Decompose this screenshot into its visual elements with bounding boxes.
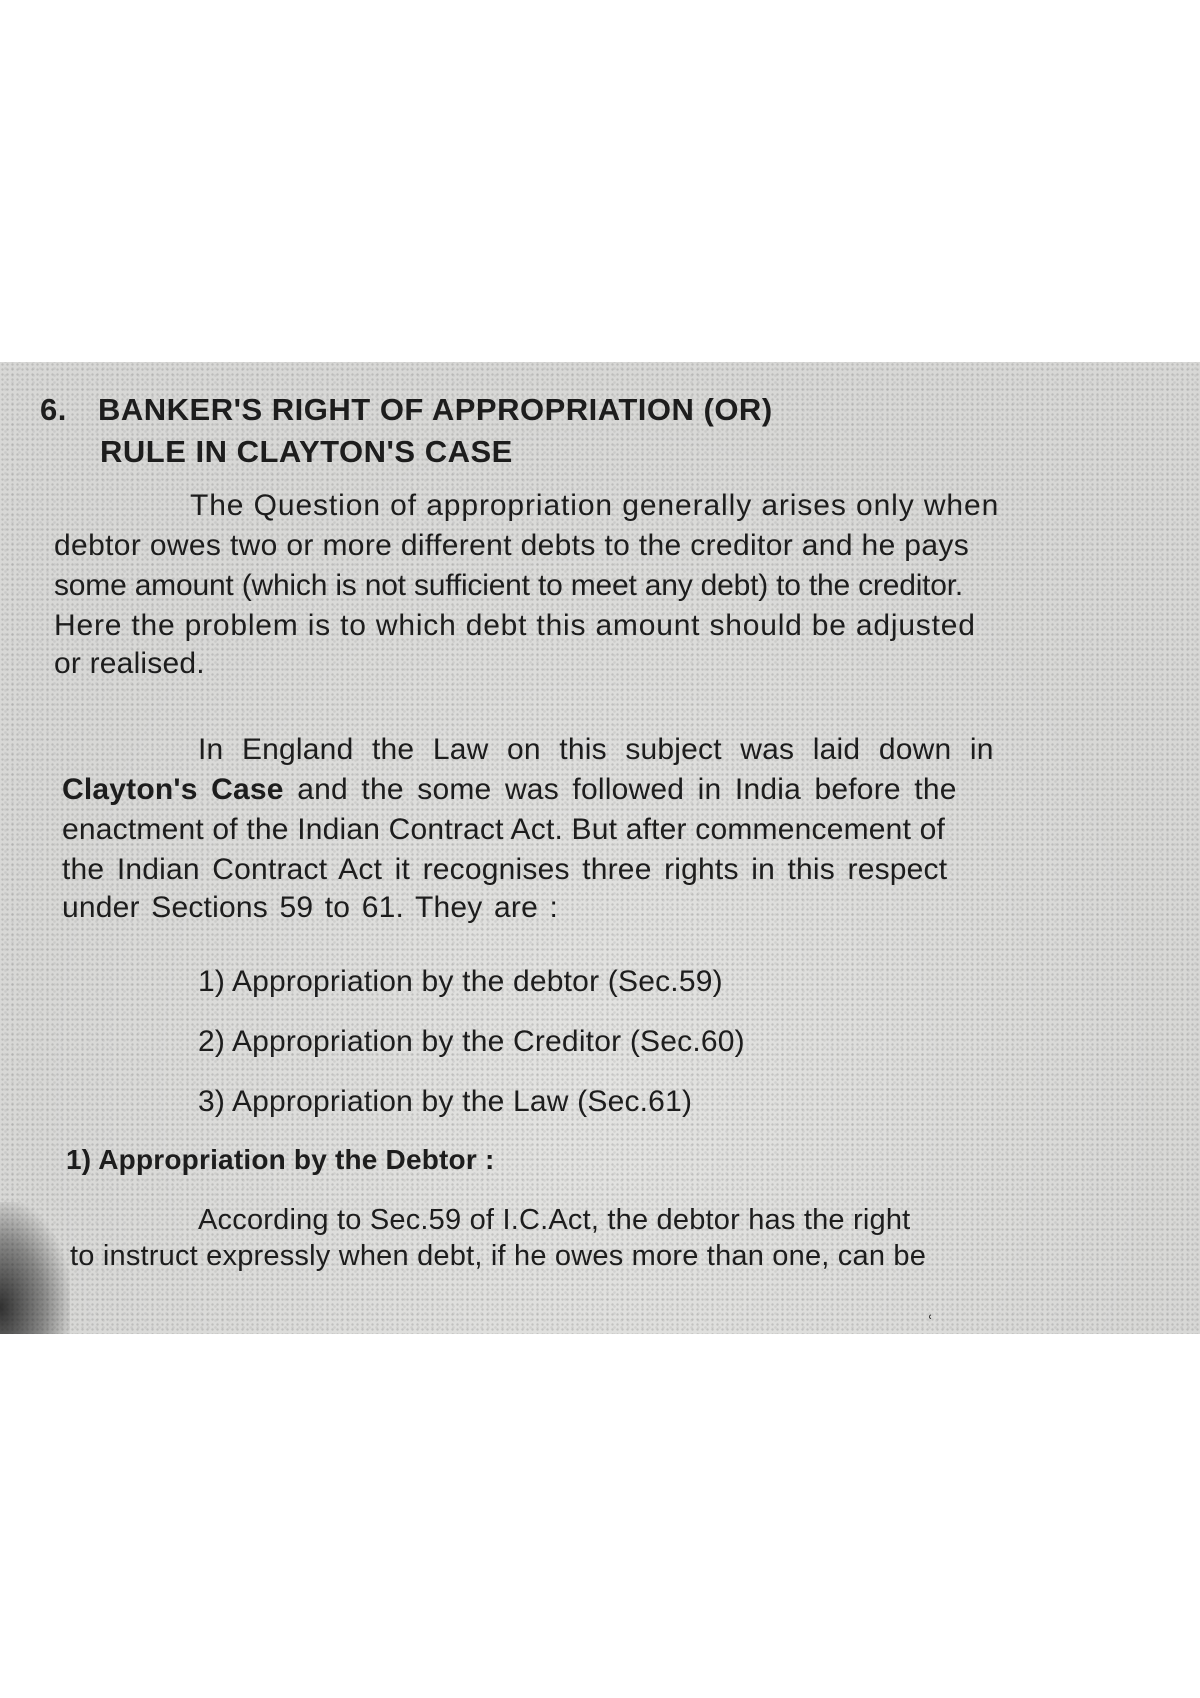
section-number: 6. (40, 392, 67, 427)
rights-list-item-2: 2) Appropriation by the Creditor (Sec.60) (198, 1025, 745, 1058)
document-text (0, 362, 1200, 1334)
para1-line-5: or realised. (54, 647, 205, 680)
para3-line-1: According to Sec.59 of I.C.Act, the debtor has the right (198, 1204, 911, 1236)
para2-line-3: enactment of the Indian Contract Act. But after commencement of (62, 813, 946, 846)
para1-line-2: debtor owes two or more different debts to the creditor and he pays (54, 529, 970, 562)
para2-line-4: the Indian Contract Act it recognises three rights in this respect (62, 853, 948, 886)
claytons-case-term: Clayton's Case (62, 773, 284, 806)
para2-line-2 (62, 772, 957, 808)
para2-line-5: under Sections 59 to 61. They are : (62, 891, 559, 924)
para2-line-2-rest: and the some was followed in India before the (283, 773, 957, 806)
para1-line-3: some amount (which is not sufficient to meet any debt) to the creditor. (54, 569, 964, 602)
stray-mark: ʿ (928, 1312, 933, 1331)
rights-list-item-3: 3) Appropriation by the Law (Sec.61) (198, 1085, 693, 1118)
para3-line-2: to instruct expressly when debt, if he owes more than one, can be (70, 1240, 927, 1272)
heading-line-1: BANKER'S RIGHT OF APPROPRIATION (OR) (98, 392, 773, 427)
heading-line-2: RULE IN CLAYTON'S CASE (100, 434, 513, 469)
para1-line-4: Here the problem is to which debt this amount should be adjusted (54, 609, 976, 642)
scanned-photo (0, 362, 1200, 1334)
subheading-appropriation-by-debtor: 1) Appropriation by the Debtor : (66, 1144, 495, 1175)
para2-line-1: In England the Law on this subject was laid down in (198, 733, 994, 766)
para1-line-1: The Question of appropriation generally arises only when (190, 489, 1000, 522)
rights-list-item-1: 1) Appropriation by the debtor (Sec.59) (198, 965, 723, 998)
